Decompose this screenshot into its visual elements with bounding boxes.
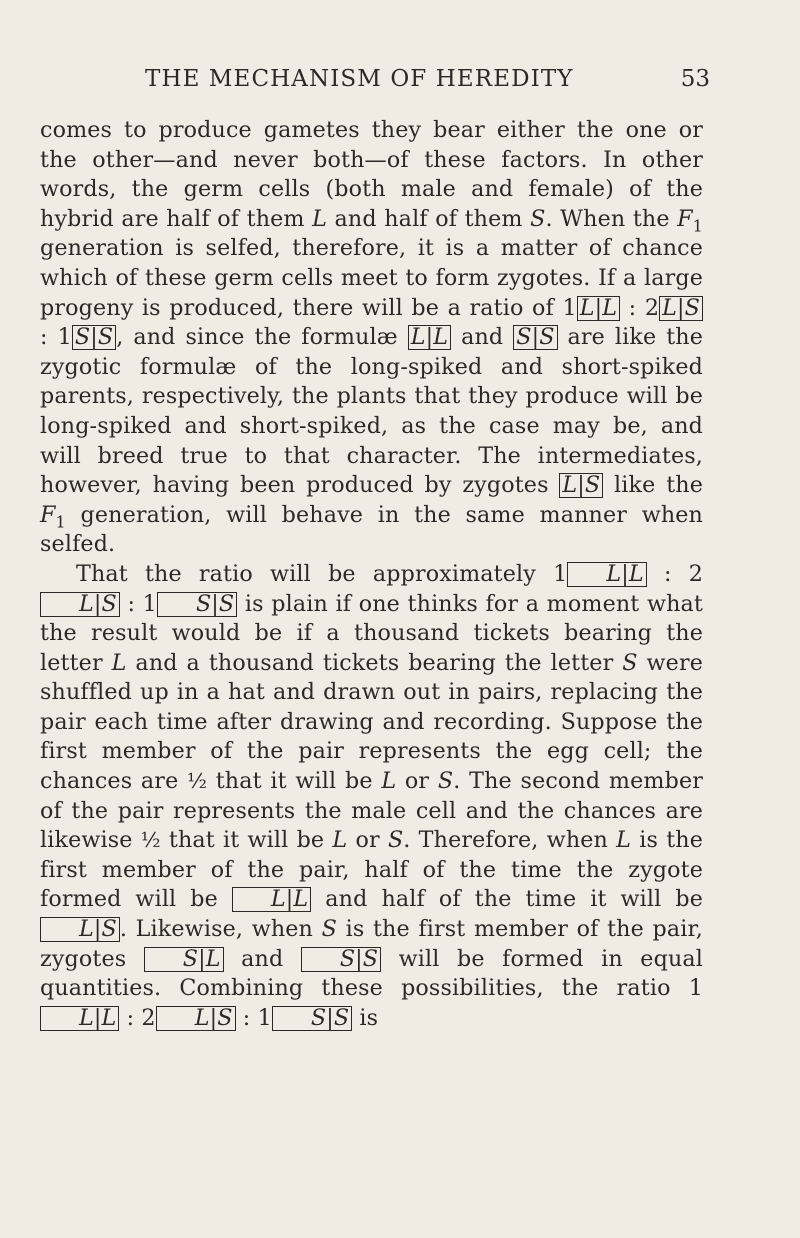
fraction-one-half: ½ [187, 769, 207, 794]
factor-symbol: L [381, 768, 397, 795]
body-text [40, 116, 703, 1033]
factor-symbol: L [332, 827, 348, 854]
zygote-formula-box: L|S [559, 473, 603, 498]
text-run: is plain if one thinks for a moment what the result would be if a thousand tickets bearing the letter [40, 590, 703, 676]
text-run: , and since the formulæ [116, 324, 408, 351]
zygote-formula-box: L|L [567, 562, 646, 587]
zygote-formula-box: L|L [40, 1006, 119, 1031]
zygote-formula-box: S|S [272, 1006, 352, 1031]
text-run: and [223, 945, 301, 972]
generation-symbol: F [677, 205, 693, 232]
generation-subscript: 1 [55, 512, 66, 532]
page-number: 53 [680, 66, 710, 92]
text-run: will be formed in equal quantities. Combining these possibilities, the ratio 1 [40, 945, 704, 1002]
generation-symbol: F [40, 501, 56, 528]
text-run: generation is selfed, therefore, it is a matter of chance which of these germ cells meet to form zygotes. If a large progeny is produced, there will be a ratio of 1 [40, 235, 703, 321]
text-run: or [347, 827, 388, 854]
factor-symbol: S [622, 649, 638, 676]
generation-subscript: 1 [692, 216, 703, 236]
text-run: that it will be [207, 768, 382, 795]
text-run: were shuffled up in a hat and drawn out in pairs, replacing the pair each time after drawing and recording. Suppose the first member of the pair represents the egg cell; the chances are [40, 649, 703, 795]
zygote-formula-box: L|S [40, 592, 120, 617]
text-run: is [352, 1004, 379, 1031]
factor-symbol: S [437, 768, 454, 795]
zygote-formula-box: S|S [72, 325, 116, 350]
text-run: : 1 [40, 324, 72, 351]
text-run: : 1 [235, 1004, 272, 1031]
text-run: that it will be [160, 827, 333, 854]
zygote-formula-box: L|S [156, 1006, 236, 1031]
paragraph-continuation [40, 116, 703, 560]
fraction-one-half: ½ [140, 828, 161, 853]
text-run: . When the [545, 205, 678, 232]
zygote-formula-box: L|L [577, 296, 620, 321]
zygote-formula-box: S|S [301, 947, 381, 972]
text-run: is the first member of the pair, half of the time the zygote formed will be [40, 827, 703, 913]
text-run: : 2 [119, 1004, 156, 1031]
text-run: That the ratio will be approximately 1 [76, 560, 568, 587]
text-run: is the first member of the pair, zygotes [40, 916, 703, 972]
zygote-formula-box: L|S [40, 917, 120, 942]
text-run: comes to produce gametes they bear either the one or the other—and never both—of these factors. In other words, the germ cells (both male and female) of the hybrid are half of them [40, 117, 703, 232]
text-run: and [451, 324, 514, 351]
text-run: and half of them [327, 205, 531, 232]
factor-symbol: L [616, 827, 632, 854]
running-title: THE MECHANISM OF HEREDITY [145, 66, 574, 92]
factor-symbol: S [530, 205, 546, 232]
zygote-formula-box: L|L [408, 325, 451, 350]
paragraph-ratio-explanation [40, 560, 703, 1034]
text-run: are like the zygotic formulæ of the long-spiked and short-spiked parents, respectively, the plants that they produce will be long-spiked and short-spiked, as the case may be, and will breed true to that character. The intermediates, however, having been produced by zygotes [40, 324, 703, 499]
text-run: like the [603, 472, 703, 499]
text-run: or [396, 768, 438, 795]
factor-symbol: S [387, 827, 404, 854]
text-run: : 2 [646, 560, 703, 587]
factor-symbol: L [111, 649, 127, 676]
text-run: and a thousand tickets bearing the letter [126, 649, 623, 676]
text-run: . The second member of the pair represents the male cell and the chances are likewise [40, 768, 703, 854]
text-run: and half of the time it will be [311, 886, 703, 913]
text-run: : 2 [620, 294, 660, 321]
text-run: . Therefore, when [403, 827, 617, 854]
zygote-formula-box: L|S [659, 296, 703, 321]
text-run: : 1 [119, 590, 157, 617]
zygote-formula-box: L|L [232, 887, 311, 912]
zygote-formula-box: S|S [157, 592, 237, 617]
page-header [145, 62, 710, 96]
text-run: . Likewise, when [119, 916, 322, 943]
zygote-formula-box: S|L [144, 947, 224, 972]
factor-symbol: L [312, 205, 328, 232]
text-run: generation, will behave in the same manner when selfed. [40, 501, 703, 558]
zygote-formula-box: S|S [513, 325, 557, 350]
factor-symbol: S [321, 916, 337, 943]
